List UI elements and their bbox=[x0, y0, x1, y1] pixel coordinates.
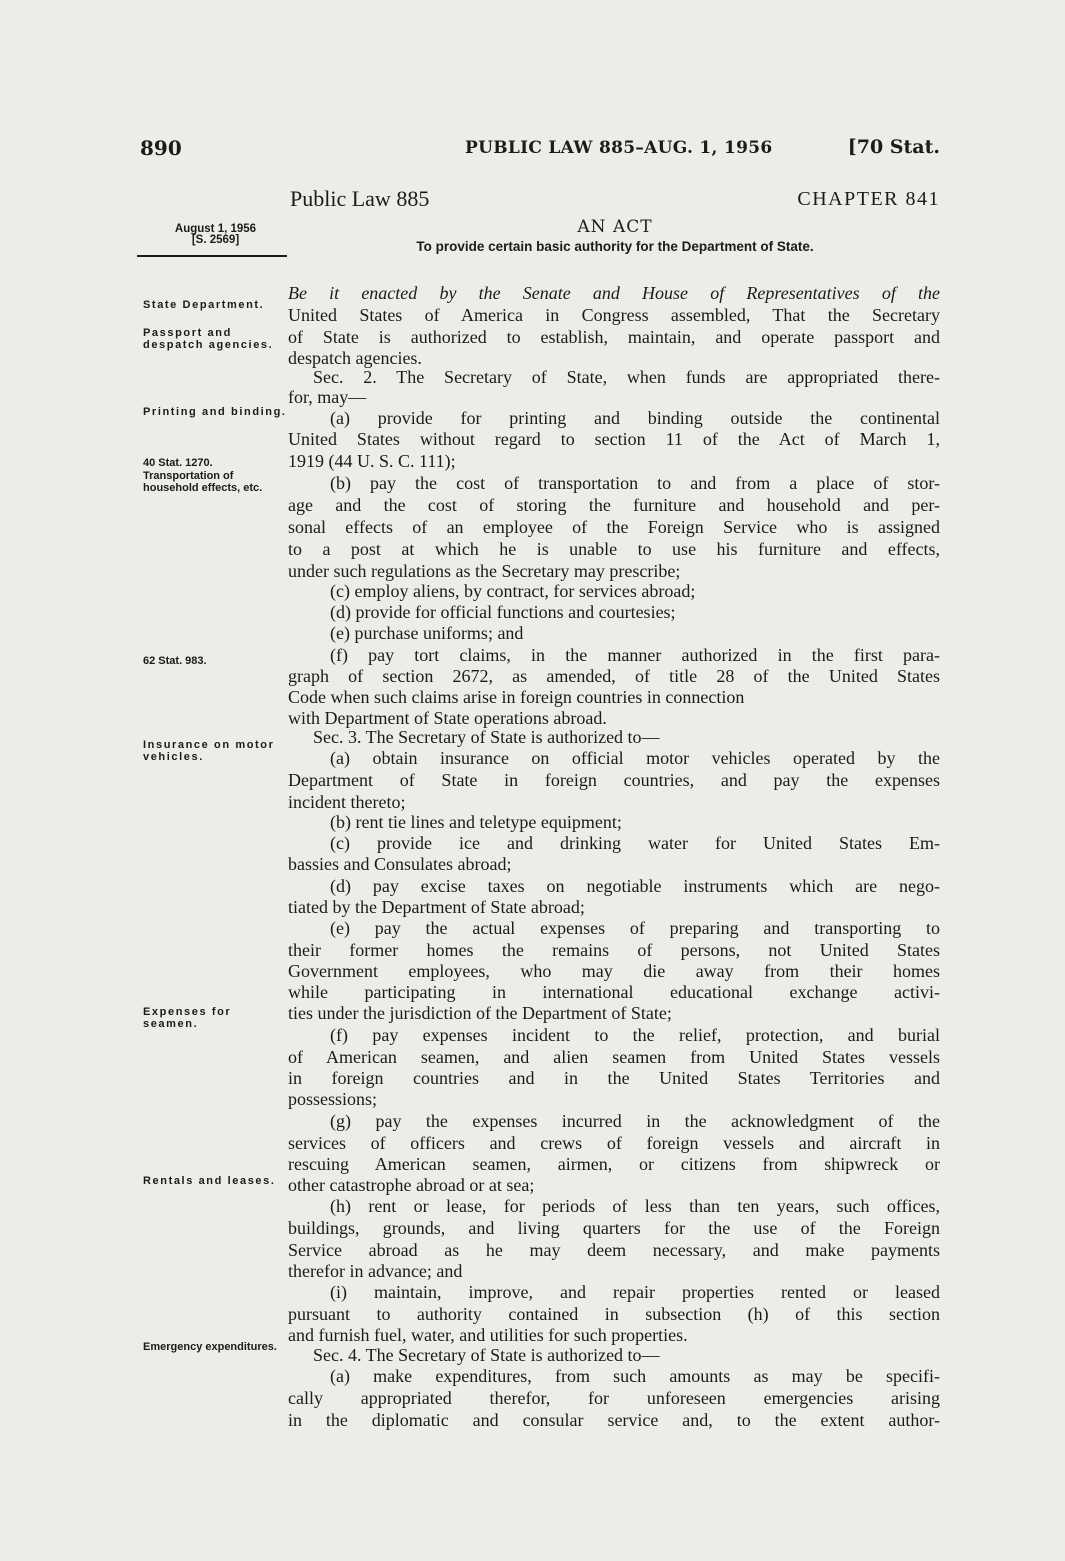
margin-note-passport: Passport and despatch agencies. bbox=[143, 327, 274, 351]
law-heading bbox=[290, 186, 940, 216]
text-line: (f) pay expenses incident to the relief, protection, and burial bbox=[330, 1025, 940, 1045]
text-line: (a) provide for printing and binding outside the continental bbox=[330, 408, 940, 428]
text-line: graph of section 2672, as amended, of title 28 of the United States bbox=[288, 666, 940, 686]
margin-note-transportation: Transportation of household effects, etc. bbox=[143, 470, 263, 494]
text-line: (e) purchase uniforms; and bbox=[330, 623, 524, 643]
senate-bill-number: [S. 2569] bbox=[191, 234, 240, 246]
text-line: buildings, grounds, and living quarters for the use of the Foreign bbox=[288, 1218, 940, 1238]
text-line: (i) maintain, improve, and repair properties rented or leased bbox=[330, 1282, 940, 1302]
text-line: (g) pay the expenses incurred in the acknowledgment of the bbox=[330, 1111, 940, 1131]
text-line: to a post at which he is unable to use his furniture and effects, bbox=[288, 539, 940, 559]
text-line: in foreign countries and in the United States Territories and bbox=[288, 1068, 940, 1088]
text-line: ties under the jurisdiction of the Department of State; bbox=[288, 1003, 672, 1023]
text-line: pursuant to authority contained in subsection (h) of this section bbox=[288, 1304, 940, 1324]
text-line: sonal effects of an employee of the Foreign Service who is assigned bbox=[288, 517, 940, 537]
section-heading-line: Sec. 4. The Secretary of State is authorized to— bbox=[313, 1345, 660, 1365]
text-line: United States of America in Congress assembled, That the Secretary bbox=[288, 305, 940, 325]
text-line: services of officers and crews of foreign vessels and aircraft in bbox=[288, 1133, 940, 1153]
enactment-date: August 1, 1956 bbox=[174, 223, 257, 235]
text-line: age and the cost of storing the furniture and household and per- bbox=[288, 495, 940, 515]
text-line: Department of State in foreign countries, and pay the expenses bbox=[288, 770, 940, 790]
text-line: under such regulations as the Secretary may prescribe; bbox=[288, 561, 681, 581]
margin-note-rentals: Rentals and leases. bbox=[143, 1175, 276, 1187]
act-purpose: To provide certain basic authority for the Department of State. bbox=[416, 239, 814, 254]
text-line: with Department of State operations abroad. bbox=[288, 708, 607, 728]
text-line: Service abroad as he may deem necessary, and make payments bbox=[288, 1240, 940, 1260]
margin-note-insurance: Insurance on motor vehicles. bbox=[143, 739, 275, 763]
volume-reference: [70 Stat. bbox=[847, 136, 940, 158]
text-line: other catastrophe abroad or at sea; bbox=[288, 1175, 535, 1195]
margin-note-state-department: State Department. bbox=[143, 299, 265, 311]
margin-note-stat-62: 62 Stat. 983. bbox=[143, 655, 207, 667]
text-line: incident thereto; bbox=[288, 792, 406, 812]
text-line: for, may— bbox=[288, 387, 367, 407]
running-head bbox=[140, 136, 940, 164]
text-line: Code when such claims arise in foreign countries in connection bbox=[288, 687, 745, 707]
text-line: (d) pay excise taxes on negotiable instruments which are nego- bbox=[330, 876, 940, 896]
text-line: rescuing American seamen, airmen, or citizens from shipwreck or bbox=[288, 1154, 940, 1174]
text-line: therefor in advance; and bbox=[288, 1261, 463, 1281]
public-law-number: Public Law 885 bbox=[290, 186, 430, 211]
text-line: (b) pay the cost of transportation to and from a place of stor- bbox=[330, 473, 940, 493]
text-line: cally appropriated therefor, for unforeseen emergencies arising bbox=[288, 1388, 940, 1408]
enacting-clause-line: Be it enacted by the Senate and House of Representatives of the bbox=[288, 283, 940, 303]
text-line: possessions; bbox=[288, 1089, 378, 1109]
enactment-date-note bbox=[158, 224, 273, 246]
text-line: (a) make expenditures, from such amounts as may be specifi- bbox=[330, 1366, 940, 1386]
running-title: PUBLIC LAW 885–AUG. 1, 1956 bbox=[465, 138, 773, 158]
text-line: their former homes the remains of persons, not United States bbox=[288, 940, 940, 960]
text-line: despatch agencies. bbox=[288, 348, 422, 368]
text-line: of American seamen, and alien seamen from United States vessels bbox=[288, 1047, 940, 1067]
text-line: tiated by the Department of State abroad; bbox=[288, 897, 585, 917]
margin-note-emergency: Emergency expenditures. bbox=[143, 1341, 277, 1353]
margin-note-seamen: Expenses for seamen. bbox=[143, 1006, 232, 1030]
text-line: and furnish fuel, water, and utilities for such properties. bbox=[288, 1325, 688, 1345]
text-line bbox=[288, 282, 940, 304]
text-line: Government employees, who may die away from their homes bbox=[288, 961, 940, 981]
text-line: (e) pay the actual expenses of preparing and transporting to bbox=[330, 918, 940, 938]
margin-note-stat-40: 40 Stat. 1270. bbox=[143, 457, 213, 469]
text-line: while participating in international educational exchange activi- bbox=[288, 982, 940, 1002]
margin-note-printing: Printing and binding. bbox=[143, 406, 287, 418]
text-line: in the diplomatic and consular service and, to the extent author- bbox=[288, 1410, 940, 1430]
text-line: (c) provide ice and drinking water for United States Em- bbox=[330, 833, 940, 853]
text-line: (a) obtain insurance on official motor vehicles operated by the bbox=[330, 748, 940, 768]
text-line: (f) pay tort claims, in the manner authorized in the first para- bbox=[330, 645, 940, 665]
text-line: (b) rent tie lines and teletype equipment; bbox=[330, 812, 622, 832]
text-line: (d) provide for official functions and courtesies; bbox=[330, 602, 676, 622]
section-heading-line: Sec. 3. The Secretary of State is authorized to— bbox=[313, 727, 660, 747]
text-line: (h) rent or lease, for periods of less than ten years, such offices, bbox=[330, 1196, 940, 1216]
text-line: 1919 (44 U. S. C. 111); bbox=[288, 451, 456, 471]
text-line: bassies and Consulates abroad; bbox=[288, 854, 512, 874]
act-heading: AN ACT bbox=[577, 217, 653, 237]
page-number: 890 bbox=[140, 136, 182, 160]
text-line: United States without regard to section 11 of the Act of March 1, bbox=[288, 429, 940, 449]
text-line: (c) employ aliens, by contract, for services abroad; bbox=[330, 581, 696, 601]
text-line: of State is authorized to establish, maintain, and operate passport and bbox=[288, 327, 940, 347]
section-heading-line: Sec. 2. The Secretary of State, when funds are appropriated there- bbox=[313, 367, 940, 387]
chapter-number: CHAPTER 841 bbox=[797, 188, 940, 210]
heading-rule bbox=[137, 255, 287, 257]
